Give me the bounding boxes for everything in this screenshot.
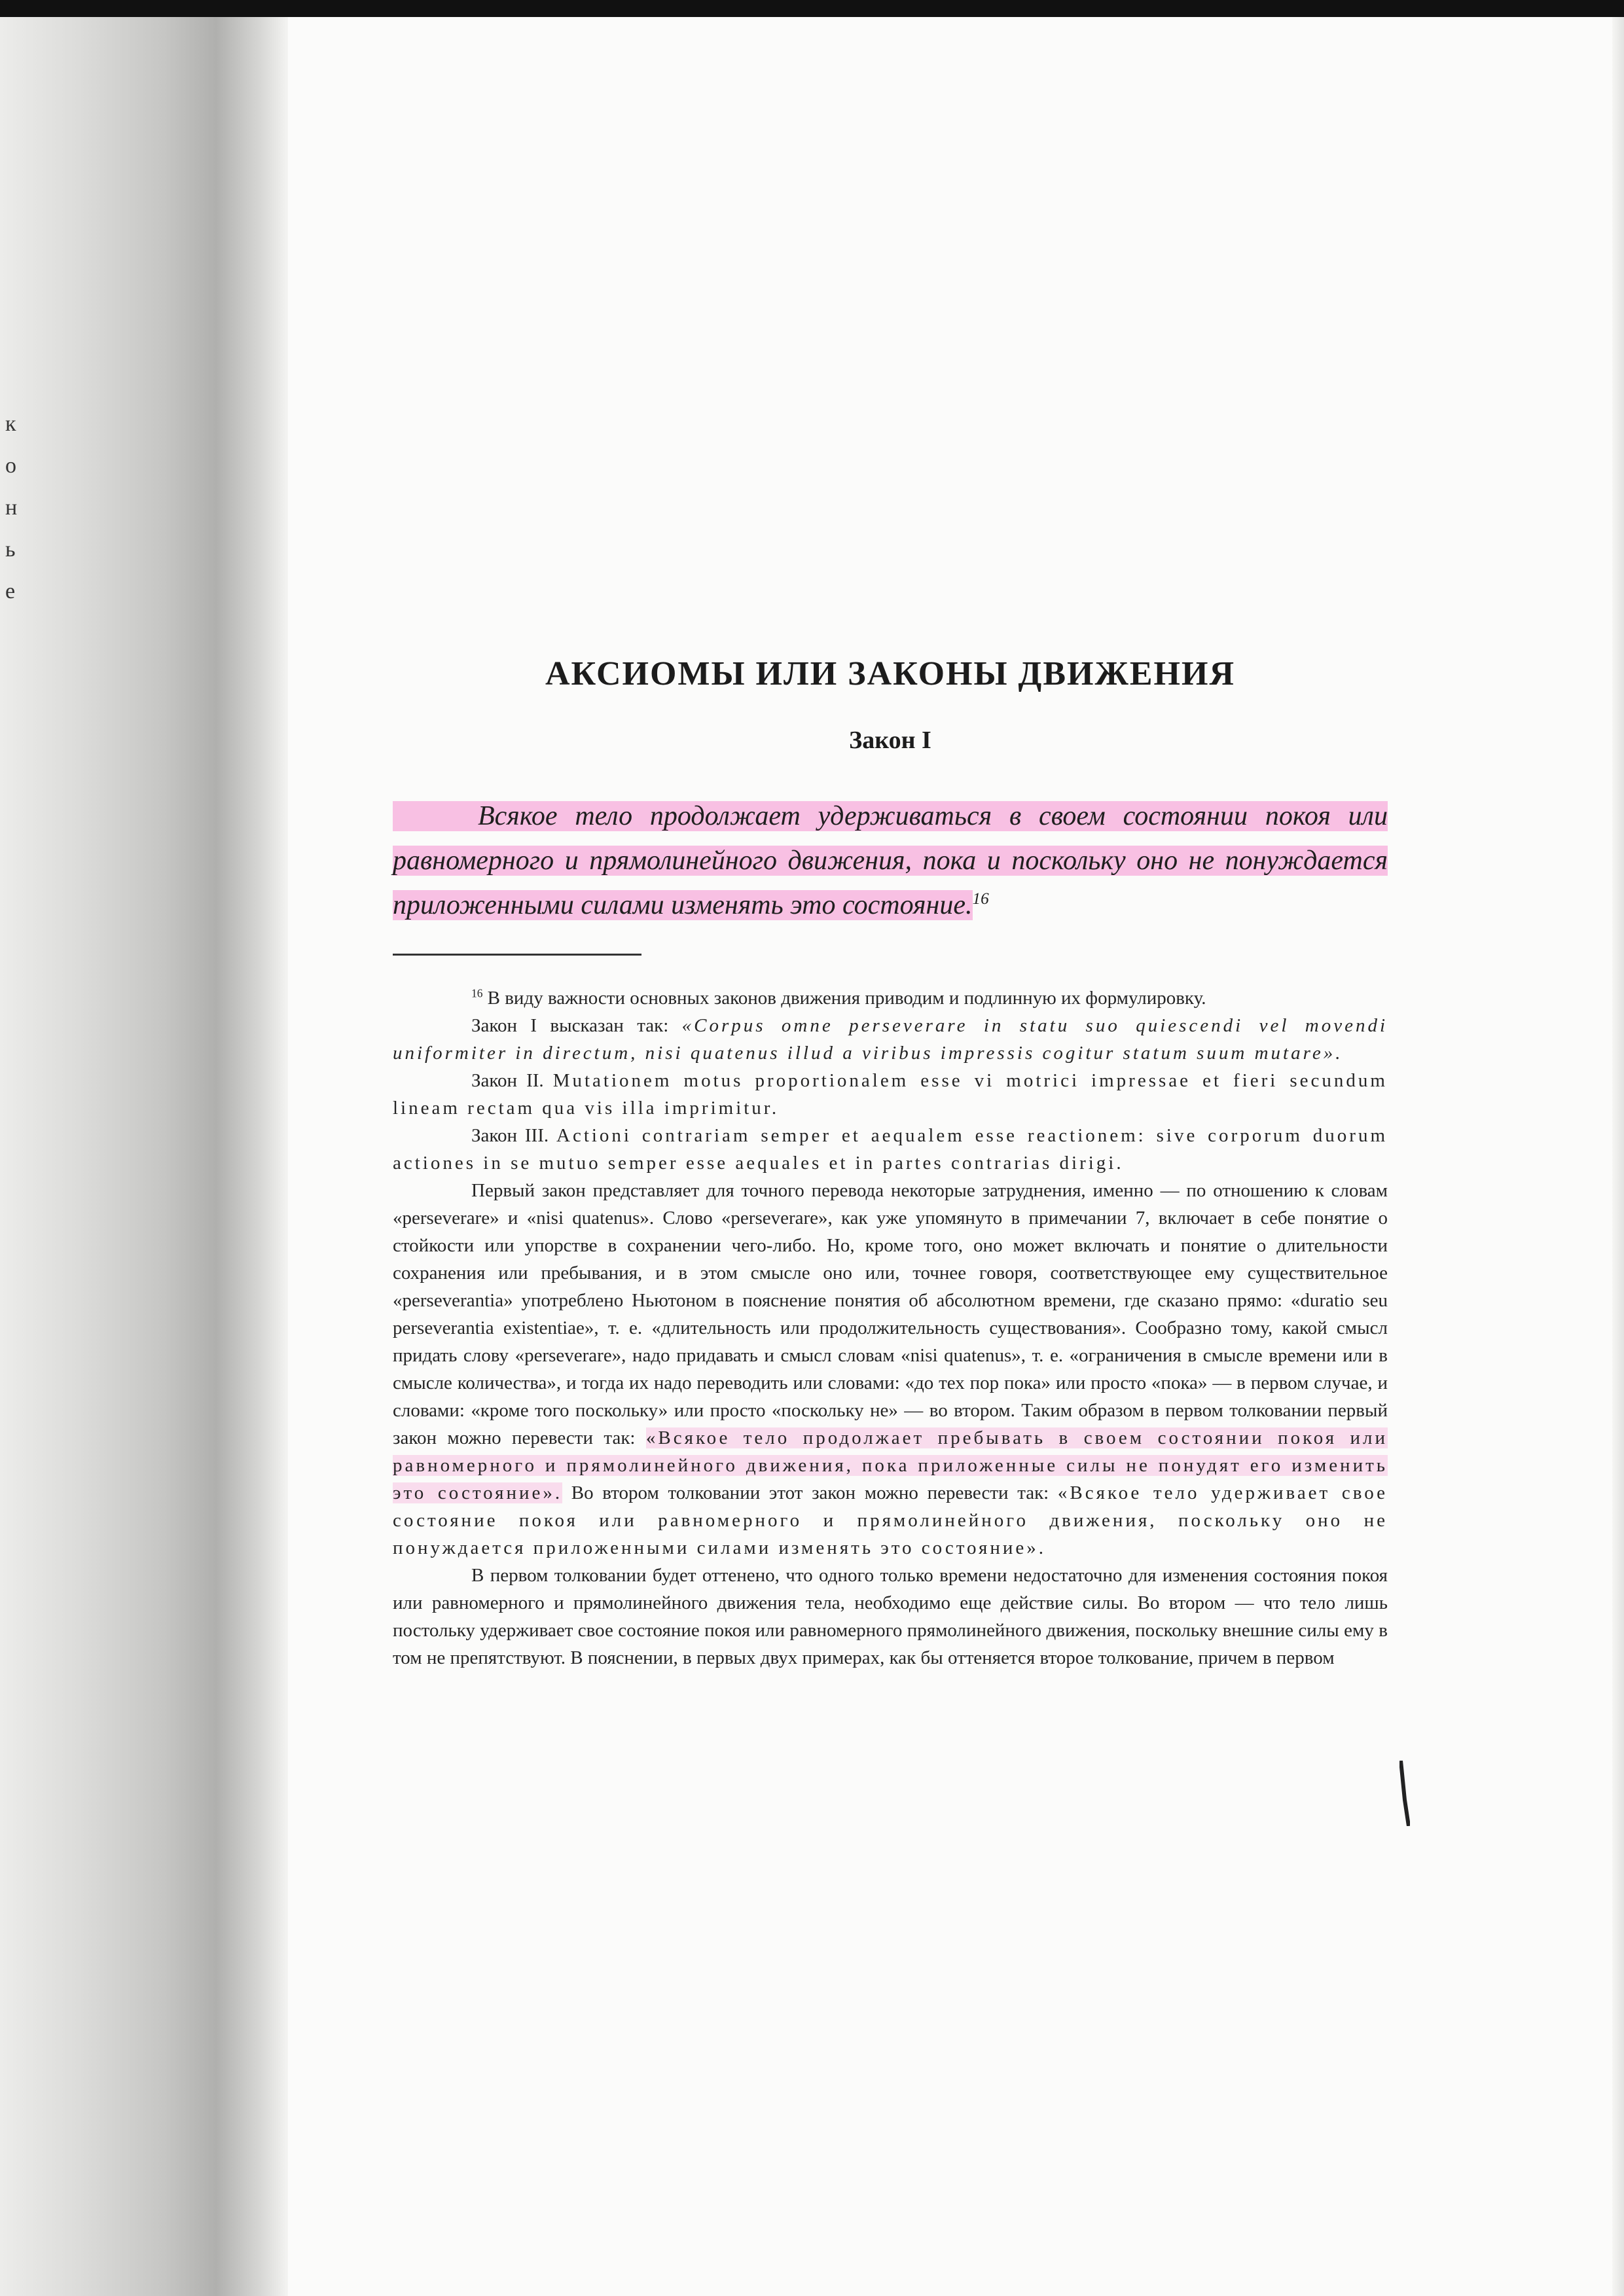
gutter-letters (5, 403, 17, 613)
margin-pen-mark (1399, 1761, 1410, 1826)
footnote-paragraph-2: В первом толковании будет оттенено, что одного только времени недостаточно для изменения состояния покоя или равномерного и прямолинейного движения тела, необходимо еще действие силы. Во втором — что тело лишь постольку удерживает свое состояние покоя или равномерного прямолинейного движения, поскольку внешние силы ему в том не препятствуют. В пояснении, в первых двух примерах, как бы оттеняется второе толкование, причем в первом (393, 1565, 1388, 1668)
gutter-letter: е (5, 579, 16, 603)
gutter-letter: о (5, 454, 16, 478)
law-text-line1: Всякое тело продолжает удерживаться в своем состоянии покоя или (393, 801, 1388, 831)
para1-quote-2: «Всякое тело удерживает свое состояние покоя или равномерного и прямолинейного движения, поскольку оно не понуждается приложенными силами изменять это состояние». (393, 1482, 1388, 1558)
footnotes (393, 984, 1388, 1672)
footnote-divider (393, 954, 641, 956)
gutter-letter: ь (5, 537, 16, 562)
law-statement (393, 794, 1388, 927)
page-content (393, 655, 1388, 1672)
scanner-top-edge (0, 0, 1624, 17)
footnote-law1 (393, 1012, 1388, 1067)
footnote-intro (393, 984, 1388, 1012)
law3-latin: Actioni contrariam semper et aequalem esse reactionem: sive corporum duorum actiones in se mutuo semper esse aequales et in partes contrarias dirigi. (393, 1125, 1388, 1174)
footnote-intro-text: В виду важности основных законов движения приводим и подлинную их формулировку. (487, 988, 1206, 1009)
page-title: АКСИОМЫ ИЛИ ЗАКОНЫ ДВИЖЕНИЯ (545, 655, 1235, 692)
para1-text-a: Первый закон представляет для точного перевода некоторые затруднения, именно — по отношению к словам «perseverare» и «nisi quatenus». Слово «perseverare», как уже упомянуто в примечании 7, включает в себе понятие о стойкости или упорстве в сохранении чего-либо. Но, кроме того, оно может включать и понятие о длительности сохранения или пребывания, и в этом смысле оно или, точнее говоря, соответствующее ему существительное «perseverantia» употреблено Ньютоном в пояснение понятия об абсолютном времени, где сказано прямо: «duratio seu perseverantia existentiae», т. е. «длительность или продолжительность существования». Сообразно тому, какой смысл придать слову «perseverare», надо придавать и смысл словам «nisi quatenus», т. е. «ограничения в смысле времени или в смысле количества», и тогда их надо переводить или словами: «до тех пор пока» или просто «пока» — в первом случае, и словами: «кроме того поскольку» или просто «поскольку не» — во втором. Таким образом в первом толковании первый закон можно перевести так: (393, 1180, 1388, 1448)
footnote-number: 16 (471, 986, 483, 1000)
gutter-letter: к (5, 412, 16, 436)
para1-quote-1: «Всякое тело продолжает пребывать в своем состоянии покоя или равномерного и прямолинейного движения, пока приложенные силы не понудят его изменить это состояние». (393, 1427, 1388, 1503)
law1-label: Закон I высказан так: (471, 1015, 682, 1036)
law1-latin: «Corpus omne perseverare in statu suo quiescendi vel movendi uniformiter in directum, nisi quatenus illud a viribus impressis cogitur statum suum mutare». (393, 1015, 1388, 1064)
law-text-line2: равномерного и прямолинейного движения, пока и поскольку оно не понуждается приложенными силами изменять это состояние. (393, 846, 1388, 920)
footnote-law2 (393, 1067, 1388, 1122)
law3-label: Закон III. (471, 1125, 556, 1146)
binding-gutter (0, 17, 288, 2296)
page-right-edge (1612, 17, 1624, 2296)
footnote-law3 (393, 1122, 1388, 1177)
law2-latin: Mutationem motus proportionalem esse vi motrici impressae et fieri secundum lineam rectam qua vis illa imprimitur. (393, 1070, 1388, 1119)
footnote-paragraph-1 (393, 1177, 1388, 1562)
para1-text-b: Во втором толковании этот закон можно перевести так: (562, 1482, 1058, 1503)
law2-label: Закон II. (471, 1070, 553, 1091)
gutter-letter: н (5, 495, 18, 520)
footnote-ref: 16 (972, 890, 989, 908)
law-heading: Закон I (849, 726, 931, 754)
